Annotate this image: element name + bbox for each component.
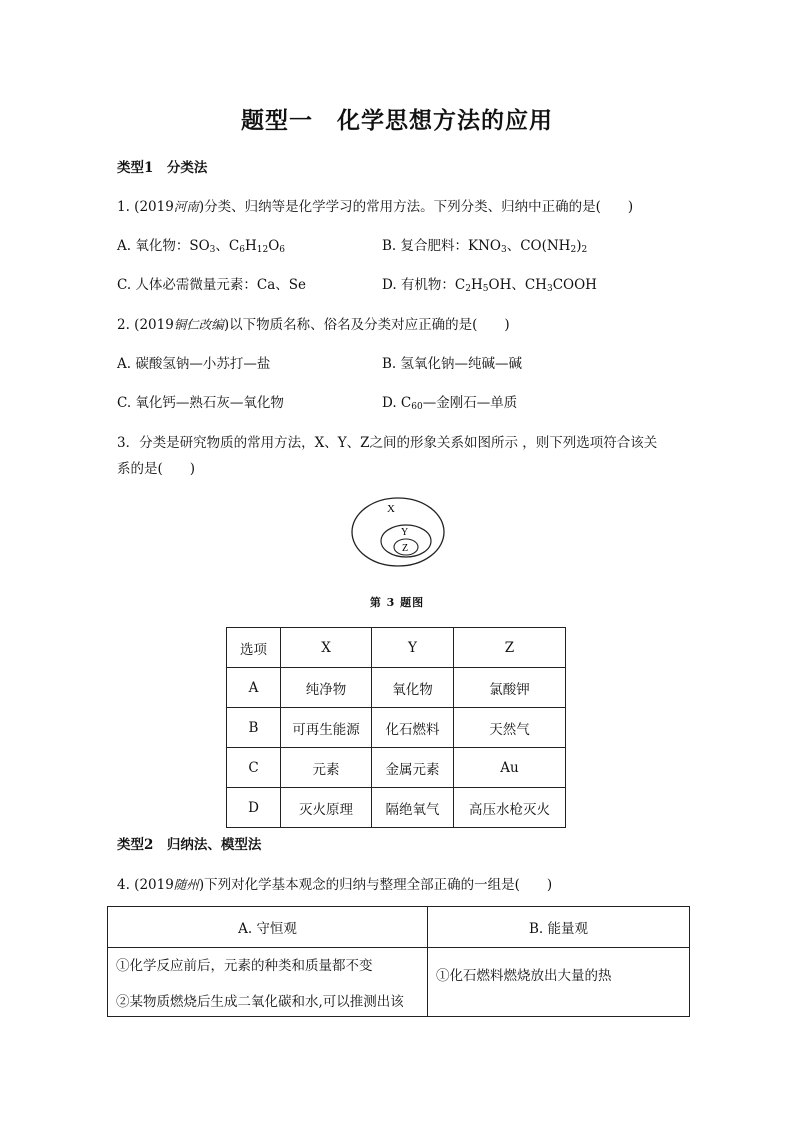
- table-row: [227, 628, 566, 668]
- table-row: [227, 708, 566, 748]
- table-cell: Au: [454, 748, 566, 788]
- table-cell: 隔绝氧气: [372, 788, 454, 828]
- section-heading-1: 类型1 分类法: [117, 160, 208, 176]
- table-row: [108, 948, 690, 1017]
- question-2-option-d: D. $C_{60}—$金刚石—单质: [382, 395, 518, 412]
- venn-label-x: X: [387, 503, 395, 515]
- question-2-stem: 2. (2019铜仁改编)以下物质名称、俗名及分类对应正确的是( ): [117, 317, 510, 333]
- question-1-option-c: C. 人体必需微量元素：Ca、Se: [117, 277, 307, 293]
- table-cell: 元素: [281, 748, 372, 788]
- table-header-cell: B. 能量观: [428, 907, 690, 948]
- question-2-source: 铜仁改编: [173, 317, 224, 332]
- table-cell: [428, 948, 690, 1017]
- table-cell: 可再生能源: [281, 708, 372, 748]
- venn-label-z: Z: [402, 543, 409, 554]
- section-heading-2: 类型2 归纳法、模型法: [117, 837, 262, 853]
- table-cell: [108, 948, 428, 1017]
- venn-label-y: Y: [401, 527, 409, 538]
- table-cell: A: [227, 668, 281, 708]
- question-3-stem-line-1: 3．分类是研究物质的常用方法，X、Y、Z之间的形象关系如图所示 ，则下列选项符合该关: [117, 435, 658, 451]
- question-2-option-a: A. 碳酸氢钠—小苏打—盐: [117, 356, 271, 372]
- table-cell: D: [227, 788, 281, 828]
- table-header-cell: Y: [372, 628, 454, 668]
- table-cell: 氧化物: [372, 668, 454, 708]
- figure-caption: 第 3 题图: [369, 596, 425, 609]
- table-cell: 高压水枪灭火: [454, 788, 566, 828]
- list-item: ①化学反应前后，元素的种类和质量都不变: [116, 958, 373, 974]
- list-item: ②某物质燃烧后生成二氧化碳和水,可以推测出该: [116, 994, 404, 1010]
- question-1-option-a: A. 氧化物：$SO_3$、$C_6H_{12}O_6$: [117, 238, 286, 255]
- table-header-cell: Z: [454, 628, 566, 668]
- question-3-stem-line-2: 系的是( ): [117, 461, 196, 477]
- list-item: ①化石燃料燃烧放出大量的热: [436, 968, 612, 984]
- question-4-table: [107, 906, 690, 1017]
- question-1-source: 河南: [173, 199, 199, 214]
- table-cell: 纯净物: [281, 668, 372, 708]
- question-1-option-b: B. 复合肥料：$KNO_3$、$CO(NH_2)_2$: [382, 238, 588, 255]
- table-header-cell: X: [281, 628, 372, 668]
- table-row: [227, 748, 566, 788]
- question-2-option-c: C. 氧化钙—熟石灰—氧化物: [117, 395, 284, 411]
- table-cell: 天然气: [454, 708, 566, 748]
- question-3-table: [226, 627, 566, 828]
- page-title: 题型一 化学思想方法的应用: [241, 107, 553, 134]
- venn-diagram: [350, 496, 446, 568]
- table-cell: 氯酸钾: [454, 668, 566, 708]
- question-1-option-d: D. 有机物：$C_2H_5OH$、$CH_3COOH$: [382, 277, 597, 294]
- table-header-cell: A. 守恒观: [108, 907, 428, 948]
- table-row: [108, 907, 690, 948]
- question-1-stem: [117, 195, 633, 215]
- table-cell: B: [227, 708, 281, 748]
- table-cell: C: [227, 748, 281, 788]
- question-1-number: 1. (2019: [117, 199, 174, 215]
- table-cell: 化石燃料: [372, 708, 454, 748]
- table-cell: 灭火原理: [281, 788, 372, 828]
- question-1-text: )分类、归纳等是化学学习的常用方法。下列分类、归纳中正确的是( ): [198, 199, 634, 215]
- question-4-stem: 4. (2019随州)下列对化学基本观念的归纳与整理全部正确的一组是( ): [117, 877, 553, 893]
- question-2-option-b: B. 氢氧化钠—纯碱—碱: [382, 356, 523, 372]
- table-row: [227, 668, 566, 708]
- table-row: [227, 788, 566, 828]
- table-header-cell: 选项: [227, 628, 281, 668]
- question-4-source: 随州: [173, 877, 199, 892]
- table-cell: 金属元素: [372, 748, 454, 788]
